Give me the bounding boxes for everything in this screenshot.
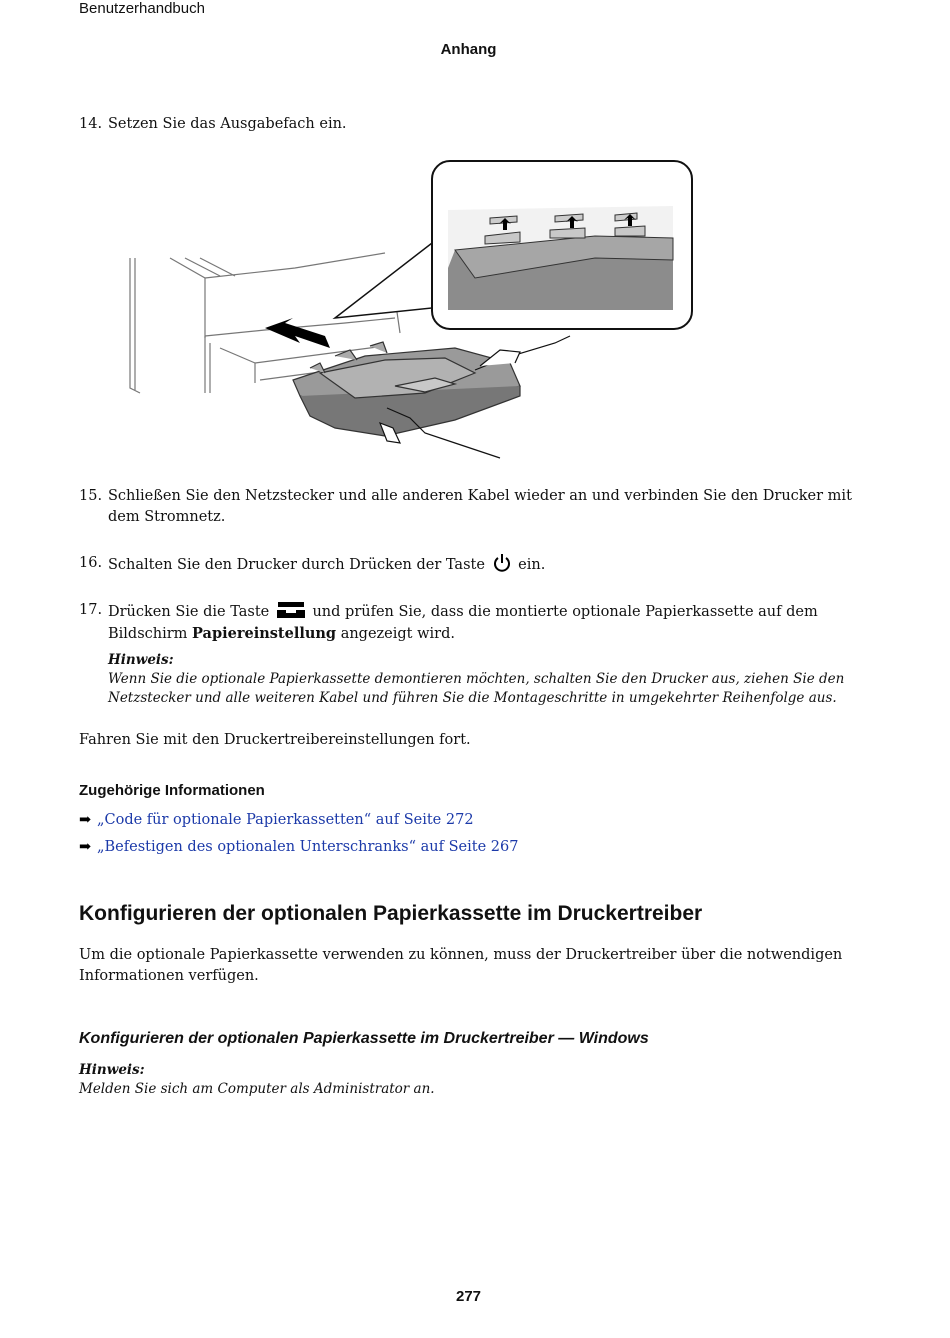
step-number: 17. (79, 602, 103, 618)
setting-name: Papiereinstellung (192, 625, 337, 642)
link-text[interactable]: „Code für optionale Papierkassetten“ auf Seite 272 (97, 812, 474, 828)
step-text-end: ein. (518, 557, 546, 573)
paper-tray-icon (276, 600, 306, 620)
step-text: Drücken Sie die Taste (108, 604, 270, 620)
related-info-heading: Zugehörige Informationen (79, 782, 265, 799)
note-text: Melden Sie sich am Computer als Administrator an. (79, 1081, 435, 1097)
note-label: Hinweis: (79, 1062, 145, 1078)
arrow-right-icon: ➡ (79, 839, 92, 855)
step-number: 16. (79, 555, 103, 571)
section-title: Anhang (440, 41, 497, 58)
note-label: Hinweis: (108, 652, 174, 668)
note-box (108, 651, 868, 708)
step-text: Schließen Sie den Netzstecker und alle anderen Kabel wieder an und verbinden Sie den Drucker mit dem Stromnetz. (108, 488, 852, 525)
step-text: Setzen Sie das Ausgabefach ein. (108, 116, 347, 132)
step-text: Schalten Sie den Drucker durch Drücken der Taste (108, 557, 485, 573)
step-17 (79, 600, 869, 645)
section-text: Um die optionale Papierkassette verwenden zu können, muss der Druckertreiber über die notwendigen Informationen verfügen. (79, 947, 843, 984)
section-heading: Konfigurieren der optionalen Papierkassette im Druckertreiber (79, 902, 703, 925)
note-box (79, 1061, 839, 1099)
page-number: 277 (455, 1288, 482, 1305)
step-14 (79, 114, 869, 135)
output-tray-illustration (125, 158, 700, 463)
power-icon (492, 553, 512, 573)
step-text-middle: und prüfen Sie, dass die montierte optionale Papierkassette auf dem Bildschirm (108, 604, 818, 642)
step-number: 15. (79, 488, 103, 504)
step-text-end: angezeigt wird. (340, 626, 455, 642)
link-text[interactable]: „Befestigen des optionalen Unterschranks“ auf Seite 267 (97, 839, 519, 855)
step-number: 14. (79, 116, 103, 132)
continue-text: Fahren Sie mit den Druckertreibereinstellungen fort. (79, 732, 471, 748)
note-text: Wenn Sie die optionale Papierkassette demontieren möchten, schalten Sie den Drucker aus, ziehen Sie den Netzstecker und alle weiteren Kabel und führen Sie die Montageschritte in umgekehrter Reihenfolge aus. (108, 671, 845, 706)
arrow-right-icon: ➡ (79, 812, 92, 828)
related-link[interactable] (79, 810, 474, 831)
related-link[interactable] (79, 837, 518, 858)
running-header: Benutzerhandbuch (79, 0, 205, 17)
step-15 (79, 486, 869, 528)
step-16 (79, 553, 869, 576)
subsection-heading: Konfigurieren der optionalen Papierkassette im Druckertreiber — Windows (79, 1030, 649, 1047)
